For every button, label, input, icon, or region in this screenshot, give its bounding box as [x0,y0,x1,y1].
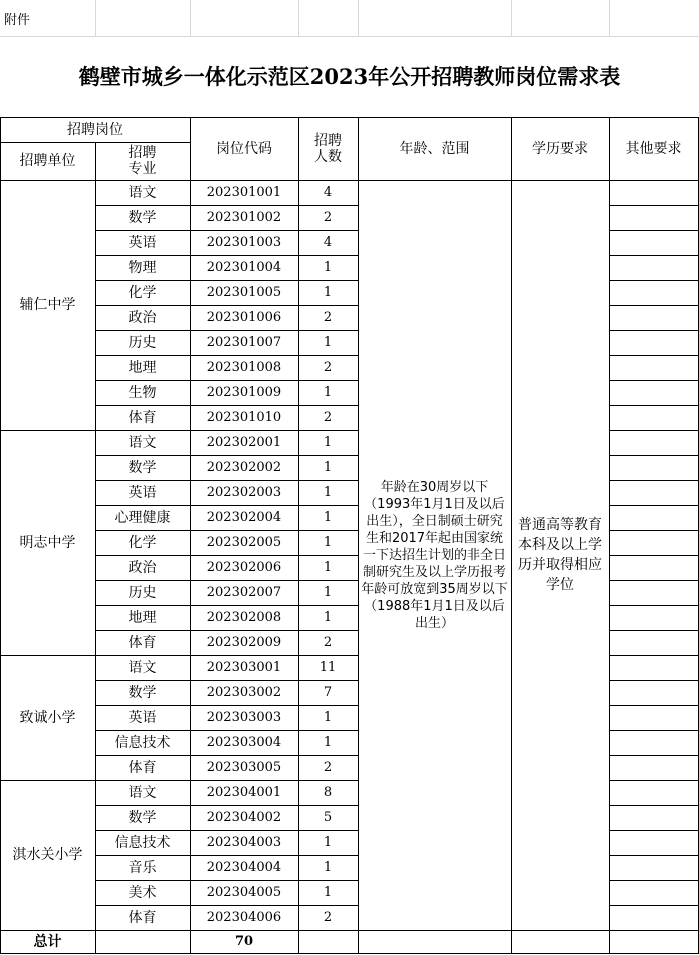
major-cell: 历史 [128,334,157,351]
age-requirement-cell: 年龄在30周岁以下（1993年1月1日及以后出生），全日制硕士研究生和2017年起由国家统一下达招生计划的非全日制研究生及以上学历报考年龄可放宽到35周岁以下（1988年1月1日及以后出生） [361,479,508,631]
count-cell: 1 [323,259,333,275]
count-cell: 1 [323,334,333,350]
post-code-cell: 202304006 [206,909,282,925]
count-cell: 1 [323,609,333,625]
count-cell: 2 [323,634,333,650]
major-cell: 体育 [128,759,157,776]
count-cell: 5 [323,809,333,825]
major-cell: 音乐 [128,859,157,876]
row-divider [609,580,698,581]
row-divider [609,605,698,606]
major-cell: 政治 [128,309,157,326]
major-cell: 心理健康 [114,509,171,526]
gridline [0,36,699,37]
unit-cell: 辅仁中学 [19,297,76,313]
post-code-cell: 202303004 [206,734,282,750]
post-code-cell: 202304005 [206,884,282,900]
post-code-cell: 202301001 [206,184,282,200]
header-education: 学历要求 [532,140,588,157]
count-cell: 8 [323,784,333,800]
post-code-cell: 202302009 [206,634,282,650]
count-cell: 1 [323,459,333,475]
count-cell: 1 [323,884,333,900]
row-divider [609,855,698,856]
post-code-cell: 202304004 [206,859,282,875]
post-code-cell: 202301002 [206,209,282,225]
count-cell: 2 [323,759,333,775]
major-cell: 地理 [128,359,157,376]
post-code-cell: 202301007 [206,334,282,350]
count-cell: 1 [323,859,333,875]
major-cell: 生物 [128,384,157,401]
major-cell: 地理 [128,609,157,626]
major-cell: 英语 [128,709,157,726]
post-code-cell: 202304002 [206,809,282,825]
row-divider [609,305,698,306]
major-cell: 体育 [128,409,157,426]
table-body-bottom [0,930,699,931]
post-code-cell: 202302005 [206,534,282,550]
header-unit: 招聘单位 [19,153,76,169]
gridline [95,0,96,36]
major-cell: 信息技术 [114,834,171,851]
row-divider [609,480,698,481]
major-cell: 数学 [128,809,157,826]
count-cell: 1 [323,834,333,850]
post-code-cell: 202302007 [206,584,282,600]
count-cell: 1 [323,434,333,450]
count-cell: 1 [323,384,333,400]
row-divider [609,730,698,731]
major-cell: 化学 [128,284,157,301]
row-divider [609,355,698,356]
post-code-cell: 202303003 [206,709,282,725]
row-divider [609,430,698,431]
post-code-cell: 202301006 [206,309,282,325]
post-code-cell: 202301005 [206,284,282,300]
count-cell: 2 [323,359,333,375]
count-cell: 2 [323,209,333,225]
major-cell: 语文 [128,434,157,451]
attachment-label: 附件 [4,13,31,28]
education-requirement-cell: 普通高等教育本科及以上学历并取得相应学位 [518,517,602,593]
post-code-cell: 202302001 [206,434,282,450]
count-cell: 11 [319,659,337,675]
row-divider [609,505,698,506]
post-code-cell: 202302006 [206,559,282,575]
count-cell: 1 [323,509,333,525]
count-cell: 7 [323,684,333,700]
row-divider [609,280,698,281]
major-cell: 体育 [128,634,157,651]
post-code-cell: 202302002 [206,459,282,475]
unit-cell: 致诚小学 [19,709,76,726]
row-divider [609,630,698,631]
major-cell: 语文 [128,184,157,201]
header-other: 其他要求 [625,140,682,157]
header-post-group: 招聘岗位 [67,121,123,138]
count-cell: 2 [323,409,333,425]
column-line [609,117,610,953]
row-divider [609,380,698,381]
gridline [358,0,359,36]
row-divider [609,755,698,756]
page-title: 鹤壁市城乡一体化示范区2023年公开招聘教师岗位需求表 [78,64,621,89]
row-divider [609,330,698,331]
major-cell: 语文 [128,659,157,676]
header-count: 招聘 人数 [314,132,342,165]
row-divider [609,255,698,256]
total-value: 70 [234,933,254,949]
row-divider [609,805,698,806]
unit-cell: 明志中学 [19,534,76,551]
post-code-cell: 202303005 [206,759,282,775]
post-code-cell: 202302003 [206,484,282,500]
major-cell: 历史 [128,584,157,601]
row-divider [609,705,698,706]
post-code-cell: 202301010 [206,409,282,425]
post-code-cell: 202301009 [206,384,282,400]
major-cell: 数学 [128,209,157,226]
count-cell: 1 [323,534,333,550]
row-divider [609,530,698,531]
count-cell: 4 [323,234,333,250]
major-cell: 信息技术 [114,734,171,751]
major-cell: 政治 [128,559,157,576]
count-cell: 4 [323,184,333,200]
count-cell: 1 [323,484,333,500]
major-cell: 数学 [128,684,157,701]
major-cell: 化学 [128,534,157,551]
count-cell: 1 [323,559,333,575]
major-cell: 美术 [128,884,157,901]
table-border-bottom [0,953,699,954]
gridline [511,0,512,36]
header-code: 岗位代码 [216,140,272,157]
count-cell: 2 [323,309,333,325]
major-cell: 英语 [128,234,157,251]
major-cell: 英语 [128,484,157,501]
row-divider [609,655,698,656]
gridline [609,0,610,36]
header-major: 招聘 专业 [128,145,157,177]
gridline [298,0,299,36]
count-cell: 1 [323,709,333,725]
post-code-cell: 202304003 [206,834,282,850]
row-divider [609,230,698,231]
unit-cell: 淇水关小学 [12,847,83,863]
post-code-cell: 202303001 [206,659,282,675]
count-cell: 2 [323,909,333,925]
row-divider [609,680,698,681]
total-label: 总计 [33,933,62,950]
major-cell: 体育 [128,909,157,926]
row-divider [609,555,698,556]
count-cell: 1 [323,734,333,750]
row-divider [609,780,698,781]
header-age: 年龄、范围 [399,140,470,157]
row-divider [609,405,698,406]
row-divider [609,455,698,456]
row-divider [609,905,698,906]
count-cell: 1 [323,584,333,600]
post-code-cell: 202303002 [206,684,282,700]
column-line [95,930,96,953]
post-code-cell: 202301008 [206,359,282,375]
count-cell: 1 [323,284,333,300]
post-code-cell: 202304001 [206,784,282,800]
major-cell: 物理 [128,259,157,276]
post-code-cell: 202301003 [206,234,282,250]
row-divider [609,830,698,831]
major-cell: 数学 [128,459,157,476]
row-divider [609,880,698,881]
post-code-cell: 202302008 [206,609,282,625]
post-code-cell: 202301004 [206,259,282,275]
gridline [190,0,191,36]
major-cell: 语文 [128,784,157,801]
row-divider [609,205,698,206]
post-code-cell: 202302004 [206,509,282,525]
